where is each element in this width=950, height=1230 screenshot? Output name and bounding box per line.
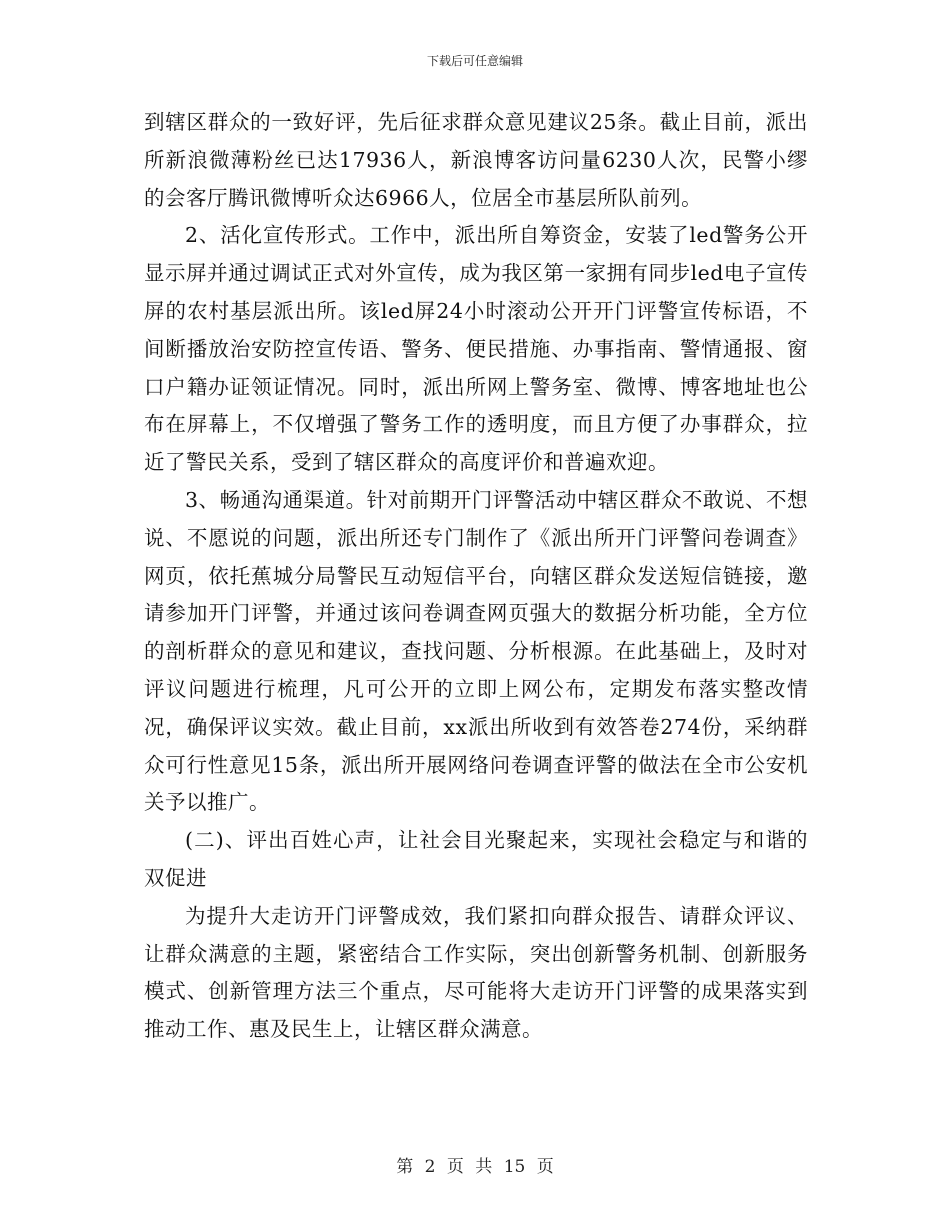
document-body <box>144 104 808 1049</box>
header-note: 下载后可任意编辑 <box>426 54 523 68</box>
section-heading: (二)、评出百姓心声，让社会目光聚起来，实现社会稳定与和谐的双促进 <box>144 828 808 890</box>
paragraph-3: 3、畅通沟通渠道。针对前期开门评警活动中辖区群众不敢说、不想说、不愿说的问题，派出所还专门制作了《派出所开门评警问卷调查》网页，依托蕉城分局警民互动短信平台，向辖区群众发送短信链接，邀请参加开门评警，并通过该问卷调查网页强大的数据分析功能，全方位的剖析群众的意见和建议，查找问题、分析根源。在此基础上，及时对评议问题进行梳理，凡可公开的立即上网公布，定期发布落实整改情况，确保评议实效。截止目前，xx派出所收到有效答卷274份，采纳群众可行性意见15条，派出所开展网络问卷调查评警的做法在全市公安机关予以推广。 <box>144 487 808 815</box>
paragraph-2: 2、活化宣传形式。工作中，派出所自筹资金，安装了led警务公开显示屏并通过调试正式对外宣传，成为我区第一家拥有同步led电子宣传屏的农村基层派出所。该led屏24小时滚动公开开门评警宣传标语，不间断播放治安防控宣传语、警务、便民措施、办事指南、警情通报、窗口户籍办证领证情况。同时，派出所网上警务室、微博、博客地址也公布在屏幕上，不仅增强了警务工作的透明度，而且方便了办事群众，拉近了警民关系，受到了辖区群众的高度评价和普遍欢迎。 <box>144 223 808 475</box>
paragraph-4: 为提升大走访开门评警成效，我们紧扣向群众报告、请群众评议、让群众满意的主题，紧密结合工作实际，突出创新警务机制、创新服务模式、创新管理方法三个重点，尽可能将大走访开门评警的成果落实到推动工作、惠及民生上，让辖区群众满意。 <box>144 903 808 1042</box>
paragraph-1: 到辖区群众的一致好评，先后征求群众意见建议25条。截止目前，派出所新浪微薄粉丝已达17936人，新浪博客访问量6230人次，民警小缪的会客厅腾讯微博听众达6966人，位居全市基层所队前列。 <box>144 110 808 210</box>
page-number-footer: 第 2 页 共 15 页 <box>396 1157 554 1177</box>
